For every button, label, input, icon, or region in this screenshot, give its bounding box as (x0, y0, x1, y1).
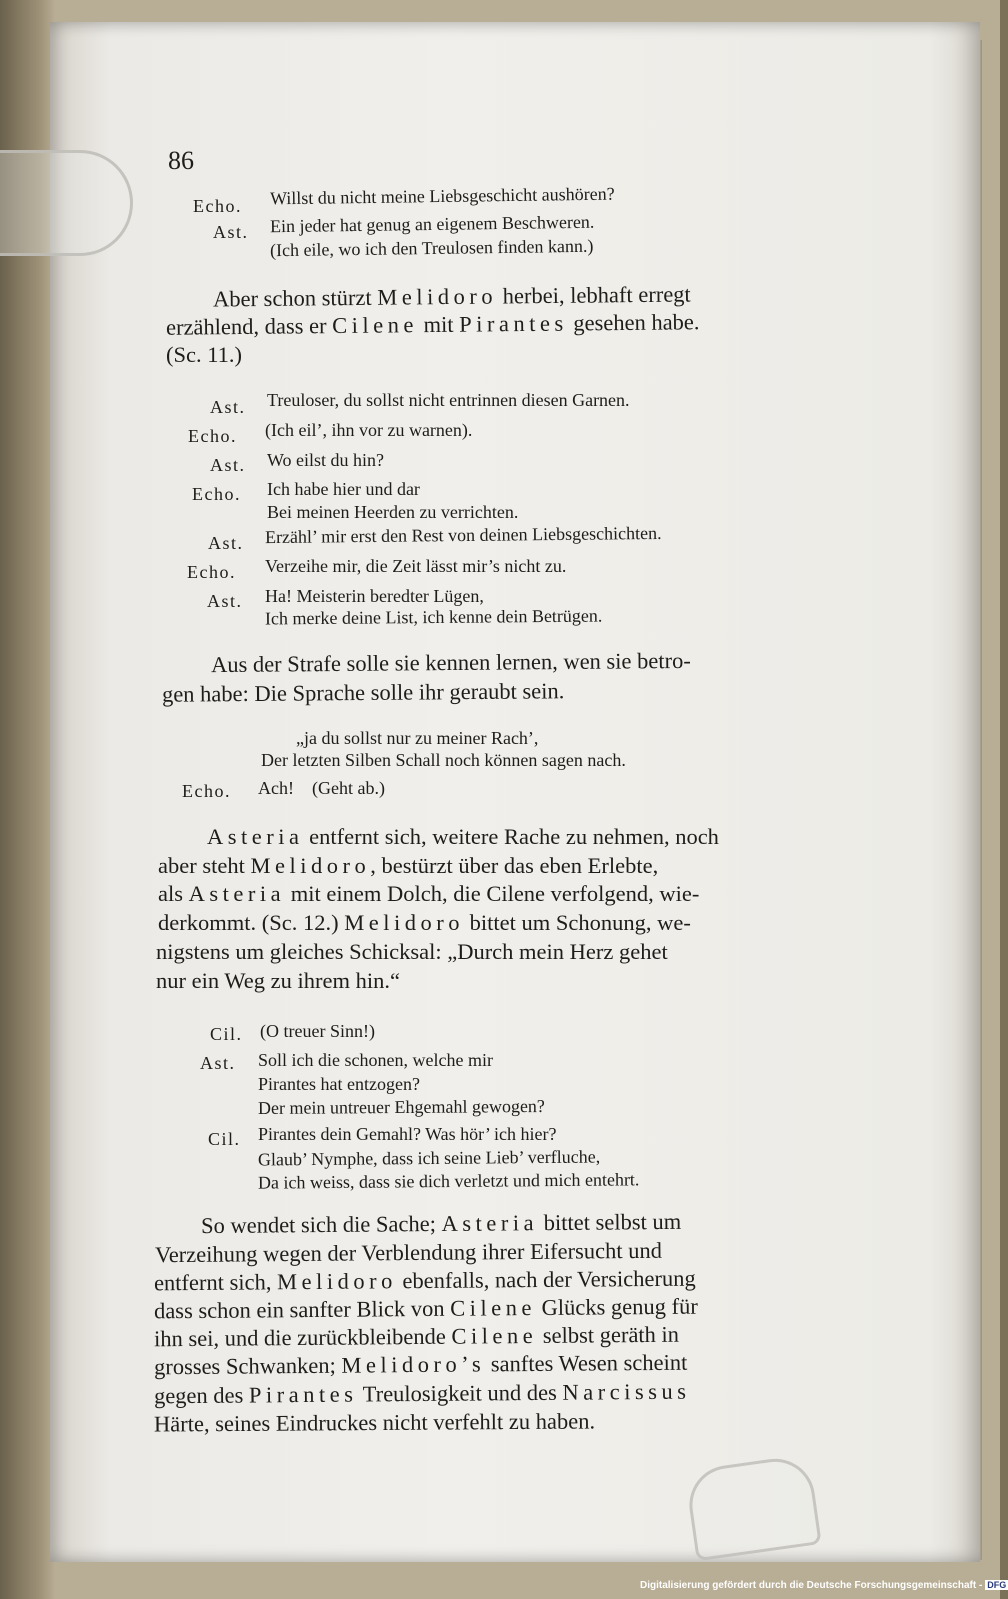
prose-line: aber steht Melidoro, bestürzt über das eben Erlebte, (158, 853, 659, 878)
verse-line: Glaub’ Nymphe, dass ich seine Lieb’ verfluche, (257, 1146, 601, 1170)
speaker-label: Echo. (182, 781, 231, 801)
prose-line: Asteria entfernt sich, weitere Rache zu nehmen, noch (207, 824, 719, 849)
speaker-label: Ast. (208, 533, 244, 553)
speaker-label: Echo. (188, 426, 237, 446)
prose-line: Härte, seines Eindruckes nicht verfehlt zu haben. (153, 1408, 596, 1437)
spaced-name: Melidoro’s (341, 1351, 486, 1378)
verse-line: Bei meinen Heerden zu verrichten. (267, 502, 519, 522)
dfg-logo: DFG (987, 1580, 1007, 1590)
spaced-name: Melidoro (377, 283, 498, 310)
verse-line: Der mein untreuer Ehgemahl gewogen? (257, 1095, 545, 1119)
prose-line: erzählend, dass er Cilene mit Pirantes gesehen habe. (165, 309, 700, 340)
verse-line: Wo eilst du hin? (267, 450, 385, 470)
verse-line: Pirantes dein Gemahl? Was hör’ ich hier? (258, 1124, 557, 1144)
verse-line: „ja du sollst nur zu meiner Rach’, (296, 728, 539, 748)
prose-line: nigstens um gleiches Schicksal: „Durch mein Herz gehet (156, 939, 668, 964)
verse-line: (Ich eil’, ihn vor zu warnen). (265, 420, 473, 440)
prose-line: So wendet sich die Sache; Asteria bittet selbst um (200, 1208, 682, 1239)
prose-line: nur ein Weg zu ihrem hin.“ (156, 968, 400, 993)
footer-text: Digitalisierung gefördert durch die Deutsche Forschungsgemeinschaft - (640, 1580, 983, 1591)
spaced-name: Asteria (188, 881, 286, 906)
prose-line: gen habe: Die Sprache solle ihr geraubt sein. (161, 678, 565, 707)
verse-line: Soll ich die schonen, welche mir (258, 1050, 493, 1070)
spaced-name: Melidoro (276, 1268, 397, 1295)
spaced-name: Asteria (207, 824, 304, 849)
verse-line: Erzähl’ mir erst den Rest von deinen Liebsgeschichten. (264, 522, 662, 548)
verse-line: Ha! Meisterin beredter Lügen, (265, 586, 484, 606)
speaker-label: Echo. (187, 562, 236, 582)
speaker-label: Ast. (213, 222, 249, 242)
speaker-label: Ast. (210, 455, 246, 475)
prose-line: Aber schon stürzt Melidoro herbei, lebhaft erregt (212, 281, 691, 312)
verse-line: Treuloser, du sollst nicht entrinnen diesen Garnen. (267, 390, 630, 410)
speaker-label: Ast. (207, 591, 243, 611)
speaker-label: Ast. (210, 397, 246, 417)
spaced-name: Melidoro (250, 853, 371, 878)
prose-line: gegen des Pirantes Treulosigkeit und des Narcissus (153, 1378, 691, 1409)
prose-line: ihn sei, und die zurückbleibende Cilene selbst geräth in (153, 1321, 680, 1352)
speaker-label: Ast. (200, 1053, 236, 1073)
spaced-name: Asteria (441, 1210, 539, 1236)
verse-line: Der letzten Silben Schall noch können sagen nach. (261, 750, 626, 770)
speaker-label: Cil. (210, 1024, 243, 1044)
spaced-name: Cilene (451, 1322, 538, 1349)
prose-line: grosses Schwanken; Melidoro’s sanftes Wesen scheint (153, 1349, 688, 1380)
verse-line: Ein jeder hat genug an eigenem Beschweren. (269, 211, 595, 237)
spaced-name: Narcissus (562, 1378, 691, 1405)
verse-line: Ich habe hier und dar (267, 479, 420, 499)
prose-line: entfernt sich, Melidoro ebenfalls, nach der Versicherung (153, 1265, 696, 1296)
prose-line: derkommt. (Sc. 12.) Melidoro bittet um Schonung, we- (158, 910, 691, 935)
spaced-name: Cilene (450, 1295, 537, 1321)
speaker-label: Echo. (192, 484, 241, 504)
verse-line: Da ich weiss, dass sie dich verletzt und mich entehrt. (257, 1169, 640, 1193)
spaced-name: Melidoro (344, 910, 464, 935)
spaced-name: Pirantes (459, 310, 568, 337)
verse-line: Verzeihe mir, die Zeit lässt mir’s nicht zu. (265, 556, 567, 576)
verse-line: (Ich eile, wo ich den Treulosen finden kann.) (269, 235, 594, 261)
spaced-name: Pirantes (248, 1381, 358, 1408)
prose-line: (Sc. 11.) (166, 342, 243, 367)
prose-line: dass schon ein sanfter Blick von Cilene Glücks genug für (153, 1293, 698, 1324)
verse-line: Pirantes hat entzogen? (258, 1074, 420, 1094)
verse-line: Willst du nicht meine Liebsgeschicht aushören? (269, 183, 615, 209)
page-number: 86 (168, 146, 194, 175)
digitization-footer (640, 1580, 1007, 1591)
prose-line: Aus der Strafe solle sie kennen lernen, wen sie betro- (210, 647, 691, 678)
prose-line: als Asteria mit einem Dolch, die Cilene verfolgend, wie- (158, 881, 700, 906)
prose-line: Verzeihung wegen der Verblendung ihrer Eifersucht und (154, 1237, 663, 1268)
verse-line: Ich merke deine List, ich kenne dein Betrügen. (264, 605, 603, 629)
verse-line: Ach! (Geht ab.) (258, 778, 385, 798)
verse-line: (O treuer Sinn!) (260, 1021, 375, 1041)
spaced-name: Cilene (332, 312, 419, 339)
speaker-label: Echo. (193, 196, 242, 216)
speaker-label: Cil. (208, 1129, 241, 1149)
